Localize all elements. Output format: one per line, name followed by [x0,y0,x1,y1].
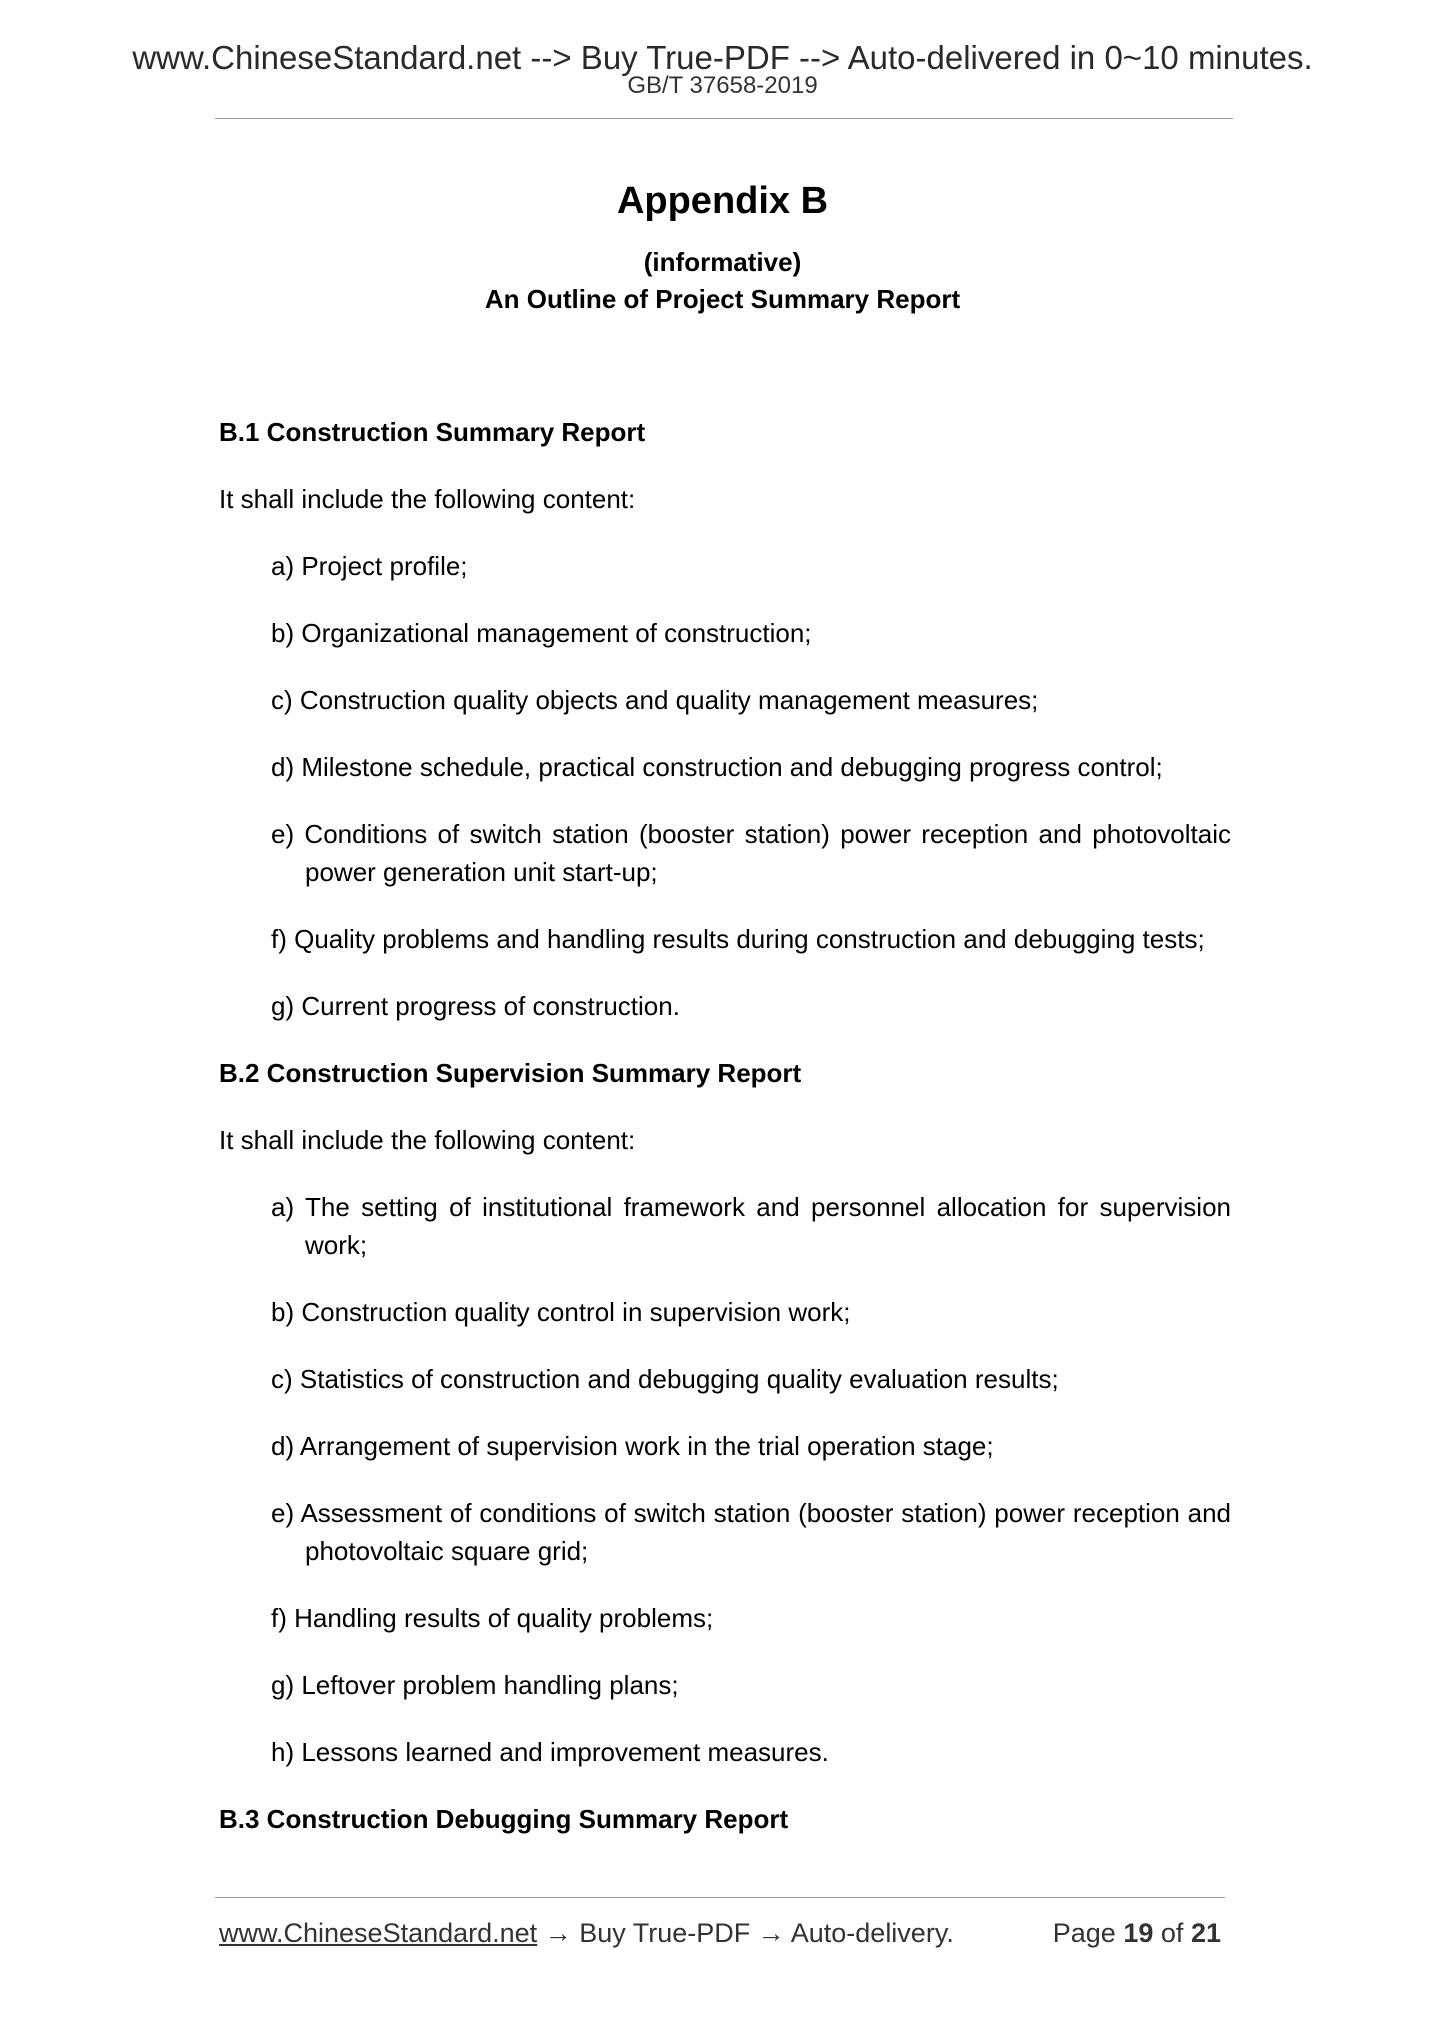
appendix-subtitle: An Outline of Project Summary Report [484,284,961,314]
list-b2 [219,1188,1231,1771]
page-total: 21 [1190,1918,1221,1948]
list-item: c) Statistics of construction and debugging quality evaluation results; [271,1364,1059,1394]
list-item: f) Handling results of quality problems; [271,1603,714,1633]
list-item: a) The setting of institutional framework and personnel allocation for supervision work; [271,1192,1231,1260]
page-indicator [1053,1916,1221,1950]
document-body [219,413,1231,1867]
list-item: h) Lessons learned and improvement measures. [271,1737,829,1767]
list-item: c) Construction quality objects and quality management measures; [271,685,1039,715]
section-intro-b1: It shall include the following content: [219,484,636,514]
top-banner: www.ChineseStandard.net --> Buy True-PDF --> Auto-delivered in 0~10 minutes. [132,39,1313,76]
appendix-note: (informative) [643,247,802,277]
list-b1 [219,547,1231,1025]
list-item: f) Quality problems and handling results during construction and debugging tests; [271,924,1205,954]
page-number: 19 [1123,1918,1154,1948]
list-item: b) Construction quality control in supervision work; [271,1297,851,1327]
footer-tagline: → Buy True-PDF → Auto-delivery. [537,1918,954,1948]
list-item: b) Organizational management of construction; [271,618,812,648]
footer-divider [215,1897,1225,1898]
list-item: d) Arrangement of supervision work in the trial operation stage; [271,1431,994,1461]
list-item: d) Milestone schedule, practical construction and debugging progress control; [271,752,1163,782]
page-footer [219,1916,1225,1950]
footer-site-link[interactable]: www.ChineseStandard.net [219,1918,538,1948]
list-item: g) Current progress of construction. [271,991,680,1021]
standard-code: GB/T 37658-2019 [627,72,818,99]
list-item: e) Assessment of conditions of switch station (booster station) power reception and photovoltaic square grid; [271,1498,1231,1566]
section-heading-b2: B.2 Construction Supervision Summary Report [219,1058,802,1088]
list-item: e) Conditions of switch station (booster station) power reception and photovoltaic power generation unit start-up; [271,819,1231,887]
section-intro-b2: It shall include the following content: [219,1125,636,1155]
list-item: a) Project profile; [271,551,468,581]
page-label: Page [1052,1918,1116,1948]
section-heading-b1: B.1 Construction Summary Report [219,417,646,447]
appendix-title: Appendix B [616,180,829,222]
section-heading-b3: B.3 Construction Debugging Summary Report [219,1804,789,1834]
header-divider [215,118,1233,119]
list-item: g) Leftover problem handling plans; [271,1670,679,1700]
page-of-label: of [1160,1918,1184,1948]
